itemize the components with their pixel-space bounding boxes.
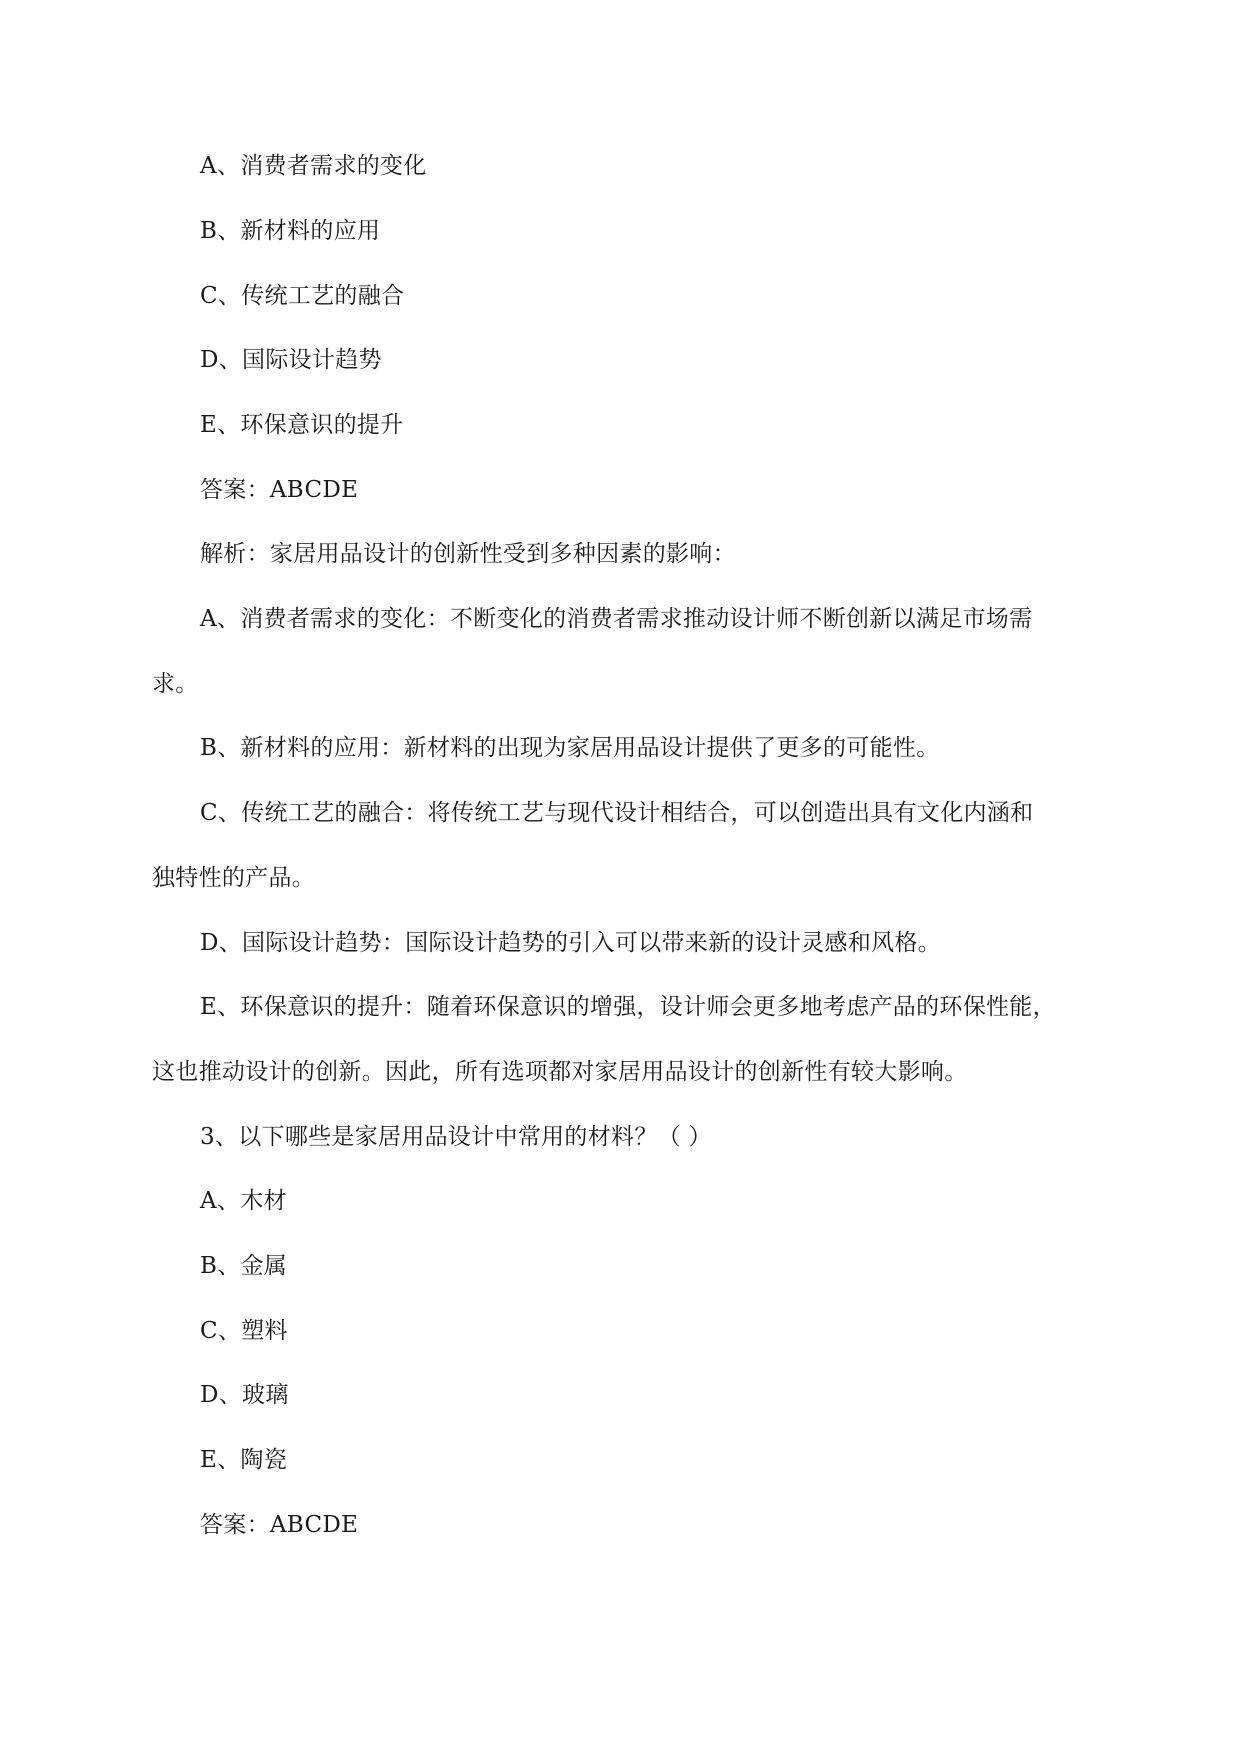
analysis-b-line: B、新材料的应用：新材料的出现为家居用品设计提供了更多的可能性。: [200, 735, 940, 761]
analysis-c-line-2: 独特性的产品。: [152, 865, 316, 891]
answer-line: 答案：ABCDE: [200, 477, 359, 503]
q3-option-d: D、玻璃: [200, 1382, 289, 1408]
analysis-e-line-2: 这也推动设计的创新。因此，所有选项都对家居用品设计的创新性有较大影响。: [152, 1059, 968, 1085]
analysis-heading: 解析：家居用品设计的创新性受到多种因素的影响：: [200, 541, 736, 567]
option-b-text: B、新材料的应用: [200, 218, 381, 244]
q3-answer-line: 答案：ABCDE: [200, 1512, 359, 1538]
option-d-text: D、国际设计趋势: [200, 347, 382, 373]
analysis-a-line-1: A、消费者需求的变化：不断变化的消费者需求推动设计师不断创新以满足市场需: [200, 606, 1033, 632]
option-c-text: C、传统工艺的融合: [200, 283, 405, 309]
q3-option-b: B、金属: [200, 1253, 288, 1279]
q3-option-c: C、塑料: [200, 1318, 288, 1344]
analysis-d-line: D、国际设计趋势：国际设计趋势的引入可以带来新的设计灵感和风格。: [200, 930, 942, 956]
analysis-a-line-2: 求。: [152, 671, 199, 697]
option-e-text: E、环保意识的提升: [200, 412, 404, 438]
analysis-c-line-1: C、传统工艺的融合：将传统工艺与现代设计相结合，可以创造出具有文化内涵和: [200, 800, 1034, 826]
option-a-text: A、消费者需求的变化: [200, 153, 427, 179]
q3-option-a: A、木材: [200, 1188, 287, 1214]
analysis-e-line-1: E、环保意识的提升：随着环保意识的增强，设计师会更多地考虑产品的环保性能，: [200, 994, 1056, 1020]
q3-option-e: E、陶瓷: [200, 1447, 287, 1473]
question-3-text: 3、以下哪些是家居用品设计中常用的材料？（ ）: [200, 1124, 712, 1150]
